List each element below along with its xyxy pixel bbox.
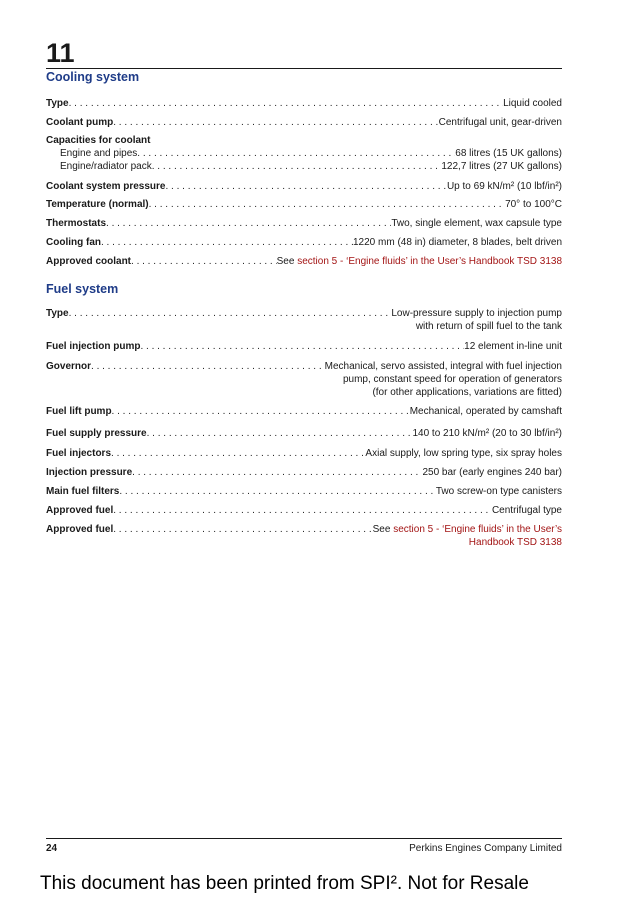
spec-value: Two, single element, wax capsule type (391, 218, 562, 229)
chapter-number: 11 (46, 38, 75, 68)
spec-label: Type (46, 98, 69, 109)
spec-label: Coolant system pressure (46, 181, 166, 192)
spec-coolant-pressure (46, 180, 562, 193)
spec-injectors (46, 447, 562, 460)
spec-lift-pump (46, 405, 562, 418)
spec-value: See (276, 256, 295, 267)
spec-label: Approved fuel (46, 524, 114, 535)
spec-fuel-type (46, 307, 562, 333)
spec-value: Liquid cooled (503, 98, 562, 109)
spec-label: Cooling fan (46, 237, 101, 248)
spec-label: Governor (46, 361, 92, 372)
spec-value: 12 element in-line unit (464, 341, 562, 352)
spec-thermostats (46, 217, 562, 230)
spec-value: 1220 mm (48 in) diameter, 8 blades, belt driven (353, 237, 562, 248)
spec-label: Injection pressure (46, 467, 133, 478)
section-title-fuel: Fuel system (46, 282, 119, 296)
company-name: Perkins Engines Company Limited (409, 843, 562, 854)
spec-approved-coolant (46, 255, 562, 268)
spec-approved-fuel (46, 504, 562, 517)
spec-value: Mechanical, servo assisted, integral with fuel injection (324, 361, 562, 372)
spec-label: Fuel supply pressure (46, 428, 147, 439)
spec-value: Centrifugal type (491, 505, 562, 516)
handbook-link[interactable]: section 5 - ‘Engine fluids’ in the User’s (393, 524, 562, 535)
spec-value: Two screw-on type canisters (435, 486, 562, 497)
spec-cooling-type (46, 97, 562, 110)
spec-label: Thermostats (46, 218, 107, 229)
spec-temperature (46, 198, 562, 211)
spec-governor (46, 360, 562, 399)
spec-capacities (46, 134, 562, 173)
watermark-notice: This document has been printed from SPI². Not for Resale (40, 873, 529, 894)
spec-label: Temperature (normal) (46, 199, 149, 210)
handbook-link-continued[interactable]: Handbook TSD 3138 (468, 537, 562, 548)
spec-cooling-fan (46, 236, 562, 249)
spec-label: Coolant pump (46, 117, 114, 128)
spec-value-continued: (for other applications, variations are fitted) (372, 387, 562, 398)
spec-value-continued: with return of spill fuel to the tank (415, 321, 562, 332)
spec-label: Fuel lift pump (46, 406, 112, 417)
spec-value: 250 bar (early engines 240 bar) (422, 467, 562, 478)
spec-approved-fuel-reference (46, 523, 562, 549)
spec-value: Low-pressure supply to injection pump (391, 308, 562, 319)
spec-value: 122,7 litres (27 UK gallons) (441, 161, 562, 172)
spec-coolant-pump (46, 116, 562, 129)
footer-rule (46, 838, 562, 839)
spec-value: Centrifugal unit, gear-driven (438, 117, 562, 128)
spec-sublabel: Engine and pipes (60, 148, 138, 159)
spec-value: 68 litres (15 UK gallons) (455, 148, 562, 159)
spec-label: Capacities for coolant (46, 135, 151, 146)
section-title-cooling: Cooling system (46, 70, 140, 84)
header-rule (46, 68, 562, 69)
spec-label: Approved coolant (46, 256, 132, 267)
spec-injection-pump (46, 340, 562, 353)
spec-value-continued: pump, constant speed for operation of generators (342, 374, 562, 385)
spec-label: Fuel injection pump (46, 341, 141, 352)
spec-value: 140 to 210 kN/m² (20 to 30 lbf/in²) (412, 428, 562, 439)
spec-injection-pressure (46, 466, 562, 479)
handbook-link[interactable]: section 5 - ‘Engine fluids’ in the User’s Handbook TSD 3138 (297, 256, 562, 267)
page-number: 24 (46, 843, 58, 854)
spec-label: Type (46, 308, 69, 319)
spec-value: Axial supply, low spring type, six spray holes (365, 448, 562, 459)
spec-sublabel: Engine/radiator pack (60, 161, 152, 172)
spec-main-filters (46, 485, 562, 498)
spec-value: See (372, 524, 391, 535)
spec-supply-pressure (46, 427, 562, 440)
spec-value: 70° to 100°C (505, 199, 562, 210)
spec-label: Fuel injectors (46, 448, 112, 459)
spec-value: Mechanical, operated by camshaft (409, 406, 562, 417)
spec-label: Approved fuel (46, 505, 114, 516)
spec-label: Main fuel filters (46, 486, 120, 497)
spec-value: Up to 69 kN/m² (10 lbf/in²) (446, 181, 562, 192)
